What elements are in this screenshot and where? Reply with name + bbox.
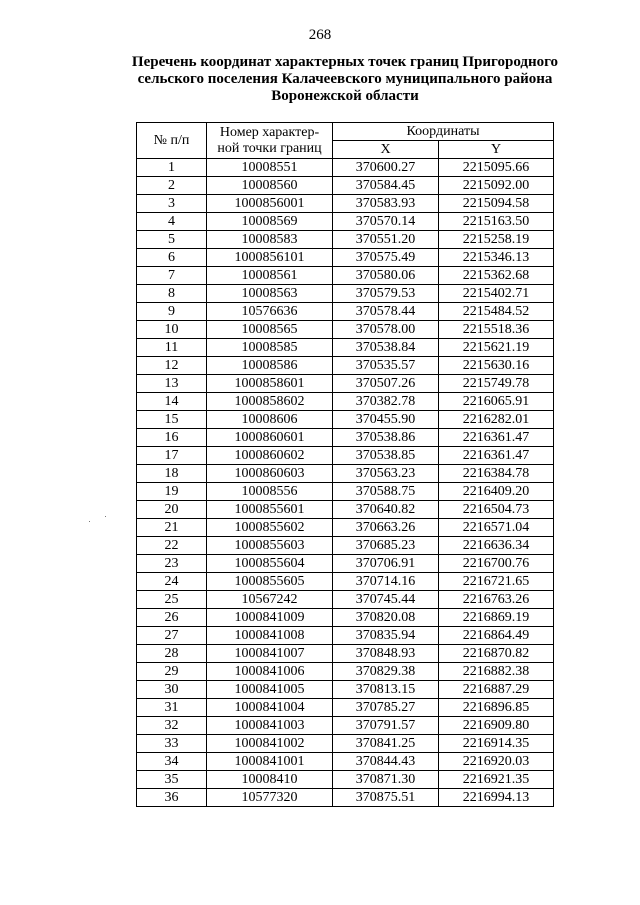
page-number: 268 <box>308 27 332 43</box>
cell-point-number: 1000841005 <box>207 681 333 699</box>
cell-x: 370570.14 <box>333 213 439 231</box>
cell-y: 2216361.47 <box>439 447 554 465</box>
scan-speck <box>105 516 106 517</box>
header-point-line-1: Номер характер- <box>219 124 320 140</box>
cell-x: 370538.85 <box>333 447 439 465</box>
cell-y: 2215362.68 <box>439 267 554 285</box>
cell-row-number: 20 <box>137 501 207 519</box>
scan-speck <box>89 521 90 522</box>
table-row <box>137 555 554 573</box>
table-row <box>137 321 554 339</box>
cell-point-number: 1000860601 <box>207 429 333 447</box>
cell-point-number: 1000841001 <box>207 753 333 771</box>
cell-y: 2216763.26 <box>439 591 554 609</box>
cell-y: 2215258.19 <box>439 231 554 249</box>
cell-row-number: 22 <box>137 537 207 555</box>
cell-point-number: 1000860603 <box>207 465 333 483</box>
cell-y: 2216870.82 <box>439 645 554 663</box>
header-x: X <box>333 141 439 159</box>
table-row <box>137 717 554 735</box>
cell-row-number: 6 <box>137 249 207 267</box>
cell-row-number: 19 <box>137 483 207 501</box>
cell-row-number: 3 <box>137 195 207 213</box>
table-row <box>137 465 554 483</box>
cell-point-number: 10008606 <box>207 411 333 429</box>
table-row <box>137 591 554 609</box>
cell-x: 370848.93 <box>333 645 439 663</box>
cell-row-number: 13 <box>137 375 207 393</box>
cell-x: 370535.57 <box>333 357 439 375</box>
cell-y: 2216065.91 <box>439 393 554 411</box>
cell-point-number: 10008551 <box>207 159 333 177</box>
table-row <box>137 177 554 195</box>
header-row-number: № п/п <box>137 123 207 159</box>
cell-y: 2215621.19 <box>439 339 554 357</box>
cell-point-number: 10008561 <box>207 267 333 285</box>
cell-row-number: 35 <box>137 771 207 789</box>
table-row <box>137 339 554 357</box>
cell-x: 370820.08 <box>333 609 439 627</box>
cell-y: 2216882.38 <box>439 663 554 681</box>
table-header <box>137 123 554 159</box>
cell-x: 370714.16 <box>333 573 439 591</box>
table-row <box>137 267 554 285</box>
table-row <box>137 663 554 681</box>
cell-y: 2216920.03 <box>439 753 554 771</box>
header-point-line-2: ной точки границ <box>217 140 322 156</box>
cell-x: 370706.91 <box>333 555 439 573</box>
cell-x: 370455.90 <box>333 411 439 429</box>
cell-row-number: 16 <box>137 429 207 447</box>
cell-point-number: 10008563 <box>207 285 333 303</box>
table-row <box>137 771 554 789</box>
cell-x: 370871.30 <box>333 771 439 789</box>
cell-y: 2215163.50 <box>439 213 554 231</box>
title-line-2: сельского поселения Калачеевского муниципального района <box>137 71 553 87</box>
cell-point-number: 10008556 <box>207 483 333 501</box>
cell-row-number: 15 <box>137 411 207 429</box>
cell-point-number: 1000841006 <box>207 663 333 681</box>
cell-y: 2216887.29 <box>439 681 554 699</box>
title-line-1: Перечень координат характерных точек границ Пригородного <box>131 54 559 70</box>
cell-x: 370583.93 <box>333 195 439 213</box>
cell-point-number: 10567242 <box>207 591 333 609</box>
cell-point-number: 1000856101 <box>207 249 333 267</box>
cell-row-number: 29 <box>137 663 207 681</box>
cell-point-number: 1000858601 <box>207 375 333 393</box>
cell-x: 370382.78 <box>333 393 439 411</box>
cell-x: 370745.44 <box>333 591 439 609</box>
cell-row-number: 28 <box>137 645 207 663</box>
cell-row-number: 7 <box>137 267 207 285</box>
table-row <box>137 645 554 663</box>
cell-row-number: 4 <box>137 213 207 231</box>
cell-point-number: 10008560 <box>207 177 333 195</box>
cell-x: 370685.23 <box>333 537 439 555</box>
cell-y: 2215749.78 <box>439 375 554 393</box>
cell-point-number: 10008583 <box>207 231 333 249</box>
cell-point-number: 1000855604 <box>207 555 333 573</box>
cell-point-number: 10008565 <box>207 321 333 339</box>
cell-point-number: 1000855603 <box>207 537 333 555</box>
cell-x: 370579.53 <box>333 285 439 303</box>
cell-point-number: 1000855601 <box>207 501 333 519</box>
cell-y: 2215402.71 <box>439 285 554 303</box>
cell-x: 370841.25 <box>333 735 439 753</box>
cell-row-number: 8 <box>137 285 207 303</box>
cell-row-number: 34 <box>137 753 207 771</box>
cell-point-number: 10008585 <box>207 339 333 357</box>
cell-y: 2216896.85 <box>439 699 554 717</box>
cell-row-number: 12 <box>137 357 207 375</box>
cell-y: 2216914.35 <box>439 735 554 753</box>
cell-y: 2216282.01 <box>439 411 554 429</box>
cell-y: 2215094.58 <box>439 195 554 213</box>
cell-y: 2216909.80 <box>439 717 554 735</box>
cell-x: 370875.51 <box>333 789 439 807</box>
table-row <box>137 753 554 771</box>
cell-x: 370563.23 <box>333 465 439 483</box>
table-row <box>137 249 554 267</box>
table-row <box>137 699 554 717</box>
cell-row-number: 32 <box>137 717 207 735</box>
cell-x: 370829.38 <box>333 663 439 681</box>
cell-row-number: 1 <box>137 159 207 177</box>
table-row <box>137 285 554 303</box>
cell-y: 2216994.13 <box>439 789 554 807</box>
cell-y: 2215518.36 <box>439 321 554 339</box>
table-row <box>137 411 554 429</box>
cell-x: 370584.45 <box>333 177 439 195</box>
table-row <box>137 537 554 555</box>
cell-x: 370538.84 <box>333 339 439 357</box>
table-row <box>137 447 554 465</box>
cell-point-number: 1000855605 <box>207 573 333 591</box>
cell-point-number: 1000855602 <box>207 519 333 537</box>
table-body <box>137 159 554 807</box>
table-row <box>137 627 554 645</box>
cell-point-number: 10577320 <box>207 789 333 807</box>
cell-y: 2216384.78 <box>439 465 554 483</box>
table-row <box>137 231 554 249</box>
table-row <box>137 159 554 177</box>
cell-y: 2216409.20 <box>439 483 554 501</box>
cell-x: 370813.15 <box>333 681 439 699</box>
cell-y: 2215092.00 <box>439 177 554 195</box>
cell-y: 2216921.35 <box>439 771 554 789</box>
table-row <box>137 609 554 627</box>
cell-y: 2216504.73 <box>439 501 554 519</box>
cell-row-number: 36 <box>137 789 207 807</box>
cell-x: 370835.94 <box>333 627 439 645</box>
table-row <box>137 195 554 213</box>
cell-point-number: 10008410 <box>207 771 333 789</box>
cell-row-number: 17 <box>137 447 207 465</box>
cell-point-number: 10008569 <box>207 213 333 231</box>
cell-y: 2215095.66 <box>439 159 554 177</box>
cell-row-number: 21 <box>137 519 207 537</box>
cell-row-number: 5 <box>137 231 207 249</box>
cell-row-number: 14 <box>137 393 207 411</box>
cell-x: 370663.26 <box>333 519 439 537</box>
cell-row-number: 26 <box>137 609 207 627</box>
cell-x: 370578.44 <box>333 303 439 321</box>
cell-point-number: 1000860602 <box>207 447 333 465</box>
coordinates-table <box>136 122 554 807</box>
cell-point-number: 10576636 <box>207 303 333 321</box>
cell-row-number: 30 <box>137 681 207 699</box>
cell-y: 2216571.04 <box>439 519 554 537</box>
table-row <box>137 213 554 231</box>
cell-x: 370551.20 <box>333 231 439 249</box>
table-row <box>137 429 554 447</box>
table-row <box>137 681 554 699</box>
title-line-3: Воронежской области <box>271 88 419 104</box>
table-row <box>137 735 554 753</box>
table-row <box>137 375 554 393</box>
cell-y: 2216869.19 <box>439 609 554 627</box>
table-row <box>137 789 554 807</box>
table-row <box>137 519 554 537</box>
header-point-number <box>207 123 333 159</box>
cell-y: 2215484.52 <box>439 303 554 321</box>
cell-point-number: 1000856001 <box>207 195 333 213</box>
cell-x: 370578.00 <box>333 321 439 339</box>
cell-point-number: 1000858602 <box>207 393 333 411</box>
cell-row-number: 10 <box>137 321 207 339</box>
table-row <box>137 501 554 519</box>
cell-row-number: 33 <box>137 735 207 753</box>
cell-x: 370785.27 <box>333 699 439 717</box>
cell-point-number: 1000841002 <box>207 735 333 753</box>
cell-x: 370640.82 <box>333 501 439 519</box>
cell-x: 370791.57 <box>333 717 439 735</box>
header-y: Y <box>439 141 554 159</box>
cell-row-number: 25 <box>137 591 207 609</box>
cell-y: 2216700.76 <box>439 555 554 573</box>
cell-point-number: 1000841003 <box>207 717 333 735</box>
cell-x: 370580.06 <box>333 267 439 285</box>
cell-row-number: 27 <box>137 627 207 645</box>
cell-x: 370844.43 <box>333 753 439 771</box>
cell-row-number: 23 <box>137 555 207 573</box>
table-row <box>137 357 554 375</box>
cell-y: 2216721.65 <box>439 573 554 591</box>
table-row <box>137 573 554 591</box>
cell-point-number: 1000841007 <box>207 645 333 663</box>
header-coordinates: Координаты <box>333 123 554 141</box>
cell-row-number: 18 <box>137 465 207 483</box>
cell-row-number: 2 <box>137 177 207 195</box>
cell-y: 2216864.49 <box>439 627 554 645</box>
cell-y: 2216361.47 <box>439 429 554 447</box>
cell-row-number: 31 <box>137 699 207 717</box>
cell-x: 370575.49 <box>333 249 439 267</box>
cell-x: 370507.26 <box>333 375 439 393</box>
cell-point-number: 1000841008 <box>207 627 333 645</box>
cell-x: 370600.27 <box>333 159 439 177</box>
table-row <box>137 483 554 501</box>
table-row <box>137 303 554 321</box>
cell-point-number: 10008586 <box>207 357 333 375</box>
table-row <box>137 393 554 411</box>
cell-y: 2216636.34 <box>439 537 554 555</box>
cell-row-number: 9 <box>137 303 207 321</box>
cell-point-number: 1000841004 <box>207 699 333 717</box>
cell-x: 370538.86 <box>333 429 439 447</box>
cell-y: 2215346.13 <box>439 249 554 267</box>
cell-row-number: 11 <box>137 339 207 357</box>
cell-x: 370588.75 <box>333 483 439 501</box>
cell-row-number: 24 <box>137 573 207 591</box>
cell-point-number: 1000841009 <box>207 609 333 627</box>
cell-y: 2215630.16 <box>439 357 554 375</box>
document-title <box>100 54 590 105</box>
